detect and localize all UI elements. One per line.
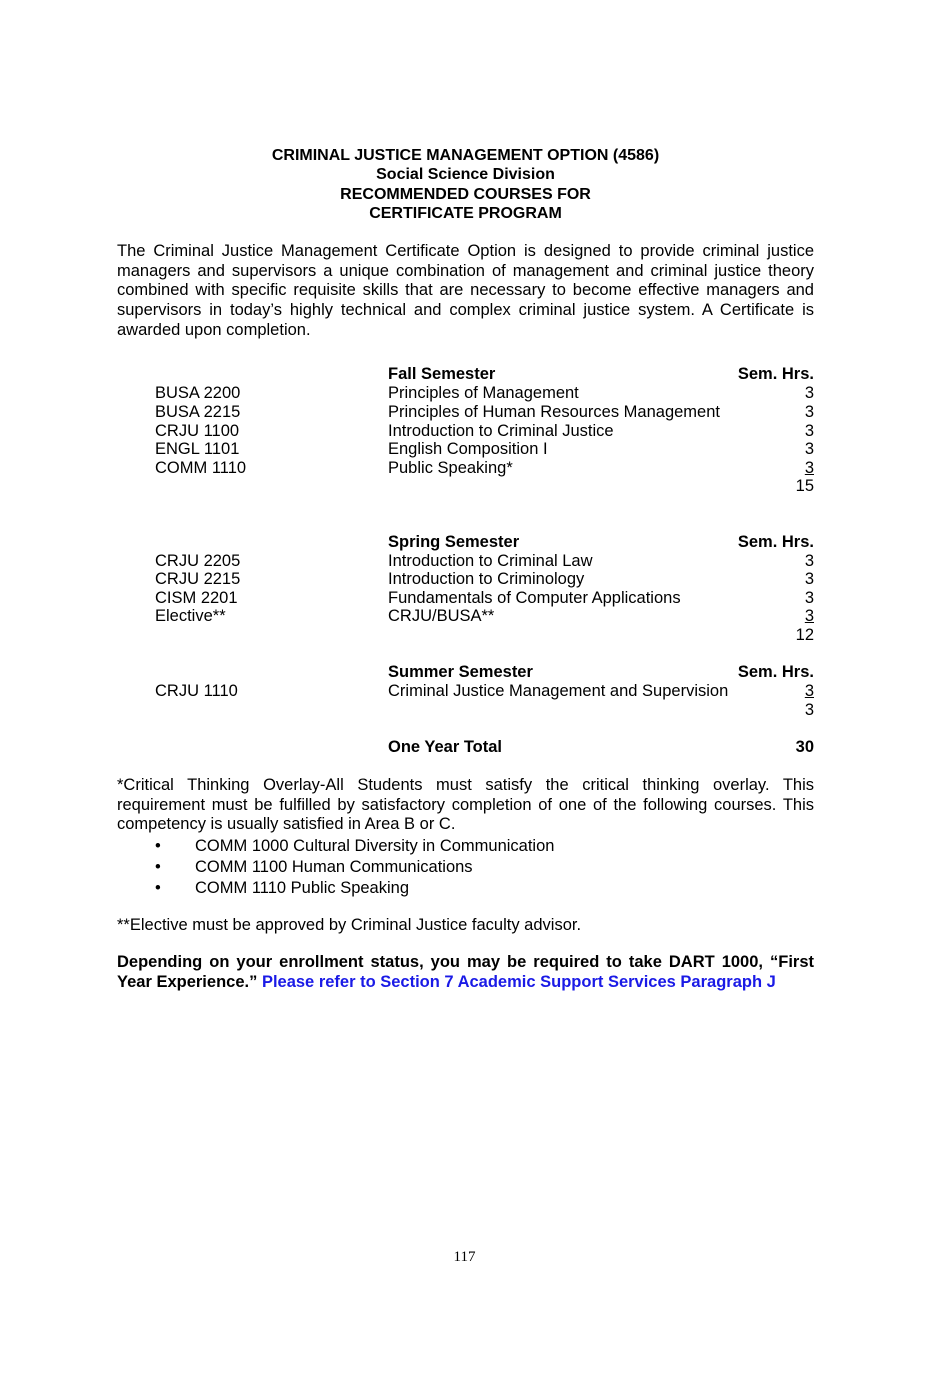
course-hours: 3 [804,440,814,458]
course-row [0,422,929,441]
spring-hrs-label: Sem. Hrs. [737,533,814,551]
course-title: Introduction to Criminal Law [388,552,593,570]
course-row [0,384,929,403]
course-code: CRJU 2215 [155,570,241,588]
course-row [0,403,929,422]
heading-division: Social Science Division [376,166,555,184]
course-code: COMM 1110 [155,459,247,477]
heading-program-title: CRIMINAL JUSTICE MANAGEMENT OPTION (4586) [271,147,660,164]
summer-total-row [0,701,929,720]
bullet-icon: • [155,837,161,855]
course-hours: 3 [804,682,814,700]
one-year-total-row [0,738,929,757]
page-heading [117,146,814,223]
fall-total: 15 [795,477,814,495]
enrollment-note-text: Depending on your enrollment status, you may be required to take DART 1000, “First Year Experience.” [117,953,814,991]
intro-paragraph: The Criminal Justice Management Certificate Option is designed to provide criminal justice managers and supervisors a unique combination of management and criminal justice theory combined with specific requisite skills that are necessary to become effective managers and supervisors in today’s highly technical and complex criminal justice system. A Certificate is awarded upon completion. [117,242,814,339]
course-title: Principles of Human Resources Management [388,403,720,421]
course-row [0,552,929,571]
course-code: Elective** [155,607,226,625]
course-hours: 3 [804,589,814,607]
bullet-icon: • [155,879,161,897]
course-title: CRJU/BUSA** [388,607,495,625]
heading-recommended: RECOMMENDED COURSES FOR [340,185,591,203]
elective-note: **Elective must be approved by Criminal Justice faculty advisor. [117,916,582,934]
course-code: CISM 2201 [155,589,238,607]
list-item [155,836,554,857]
course-code: BUSA 2215 [155,403,241,421]
list-item-text: COMM 1110 Public Speaking [195,879,409,897]
course-title: Introduction to Criminal Justice [388,422,614,440]
course-hours: 3 [804,384,814,402]
course-row [0,589,929,608]
course-hours: 3 [804,570,814,588]
course-title: Principles of Management [388,384,579,402]
course-code: CRJU 2205 [155,552,241,570]
fall-total-row [0,477,929,496]
fall-semester-header [0,365,929,384]
summer-semester-label: Summer Semester [388,663,533,681]
fall-hrs-label: Sem. Hrs. [737,365,814,383]
course-code: BUSA 2200 [155,384,241,402]
spring-total-row [0,626,929,645]
summer-semester-header [0,663,929,682]
spring-semester-header [0,533,929,552]
course-title: Fundamentals of Computer Applications [388,589,681,607]
enrollment-note [117,953,814,992]
one-year-total-value: 30 [795,738,814,756]
fall-semester-label: Fall Semester [388,365,496,383]
course-title: Public Speaking* [388,459,513,477]
bullet-list [155,836,554,899]
course-title: English Composition I [388,440,548,458]
course-code: CRJU 1100 [155,422,240,440]
course-hours: 3 [804,403,814,421]
summer-total: 3 [804,701,814,719]
course-row [0,607,929,626]
course-title: Introduction to Criminology [388,570,585,588]
course-code: ENGL 1101 [155,440,240,458]
course-hours: 3 [804,552,814,570]
section-7-link[interactable]: Please refer to Section 7 Academic Support Services Paragraph J [261,972,776,991]
one-year-total-label: One Year Total [388,738,503,756]
course-code: CRJU 1110 [155,682,238,700]
page-number: 117 [453,1249,476,1265]
heading-certificate: CERTIFICATE PROGRAM [369,204,562,222]
list-item-text: COMM 1100 Human Communications [195,858,473,876]
bullet-icon: • [155,858,161,876]
spring-total: 12 [795,626,814,644]
course-hours: 3 [804,422,814,440]
course-hours: 3 [804,607,814,625]
course-row [0,440,929,459]
list-item [155,878,554,899]
course-title: Criminal Justice Management and Supervision [388,682,729,700]
course-row [0,682,929,701]
course-row [0,459,929,478]
list-item-text: COMM 1000 Cultural Diversity in Communication [195,837,555,855]
course-hours: 3 [804,459,814,477]
spring-semester-label: Spring Semester [388,533,520,551]
list-item [155,857,554,878]
critical-thinking-note: *Critical Thinking Overlay-All Students must satisfy the critical thinking overlay. This requirement must be fulfilled by satisfactory completion of one of the following courses. This competency is usually satisfied in Area B or C. [117,776,814,834]
summer-hrs-label: Sem. Hrs. [737,663,814,681]
course-row [0,570,929,589]
